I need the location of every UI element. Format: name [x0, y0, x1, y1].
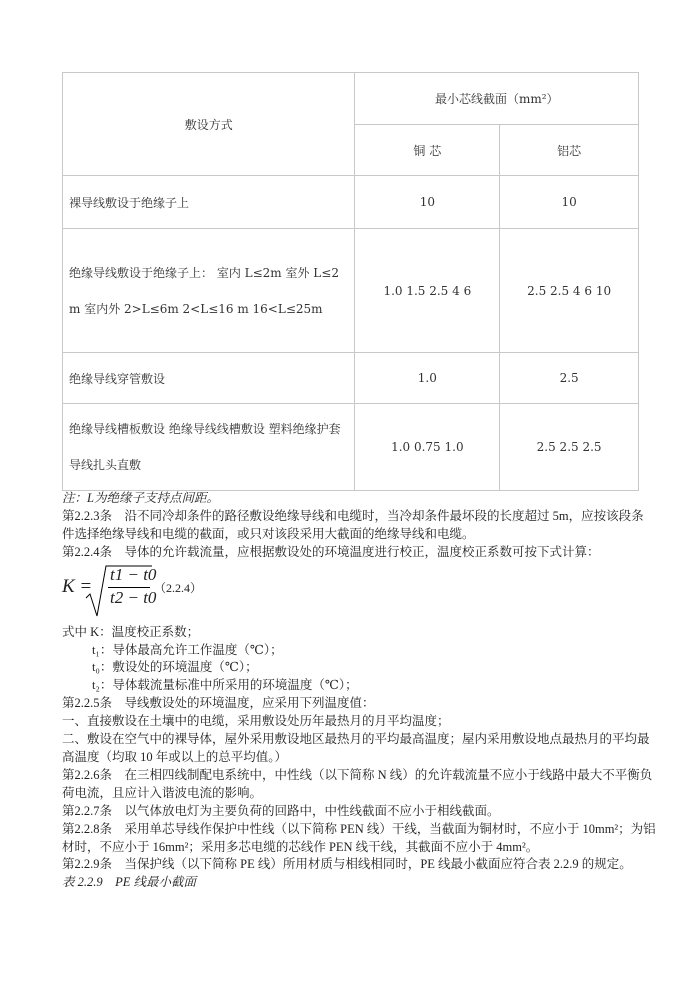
paragraph-line: 式中 K：温度校正系数； — [62, 624, 200, 639]
paragraph-line: t₂：导体载流量标准中所采用的环境温度（℃）； — [92, 678, 358, 693]
paragraph-line: t₁：导体最高允许工作温度（℃）； — [92, 642, 283, 657]
header-aluminum: 铝芯 — [500, 125, 639, 176]
header-method: 敷设方式 — [63, 73, 355, 176]
body-text — [62, 490, 656, 892]
header-copper: 铜 芯 — [355, 125, 500, 176]
paragraph-line: 第2.2.6条 在三相四线制配电系统中，中性线（以下简称 N 线）的允许载流量不应小于线路中最大不平衡负 — [62, 767, 653, 782]
paragraph-line: 第2.2.8条 采用单芯导线作保护中性线（以下简称 PEN 线）干线，当截面为铜材时，不应小于 10mm²；为铝 — [62, 821, 656, 836]
cell-aluminum: 2.5 — [500, 353, 639, 404]
table-row — [63, 353, 639, 404]
paragraph-line: 件选择绝缘导线和电缆的截面，或只对该段采用大截面的绝缘导线和电缆。 — [62, 526, 475, 541]
cell-method: 裸导线敷设于绝缘子上 — [63, 176, 355, 229]
paragraph-line: 材时，不应小于 16mm²；采用多芯电缆的芯线作 PEN 线干线，其截面不应小于 4mm²。 — [62, 839, 539, 854]
min-cross-section-table — [62, 72, 639, 491]
formula-tag: （2.2.4） — [154, 580, 203, 595]
cell-copper: 10 — [355, 176, 500, 229]
paragraph-line: t₀：敷设处的环境温度（℃）； — [92, 660, 258, 675]
formula-lhs: K = — [62, 575, 93, 597]
table-caption: 表 2.2.9 PE 线最小截面 — [62, 875, 197, 890]
paragraph-line: 第2.2.7条 以气体放电灯为主要负荷的回路中，中性线截面不应小于相线截面。 — [62, 803, 500, 818]
paragraph-line: 第2.2.3条 沿不同冷却条件的路径敷设绝缘导线和电缆时，当冷却条件最坏段的长度超过 5m，应按该段条 — [62, 508, 644, 523]
cell-aluminum: 2.5 2.5 4 6 10 — [500, 229, 639, 353]
paragraph-line: 二、敷设在空气中的裸导体，屋外采用敷设地区最热月的平均最高温度；屋内采用敷设地点最热月的平均最 — [62, 732, 650, 747]
formula-numerator: t1 − t0 — [110, 564, 157, 584]
cell-aluminum: 2.5 2.5 2.5 — [500, 404, 639, 491]
table-row — [63, 229, 639, 353]
paragraph-line: 一、直接敷设在土壤中的电缆，采用敷设处历年最热月的月平均温度； — [62, 714, 450, 729]
paragraph-line: 第2.2.9条 当保护线（以下简称 PE 线）所用材质与相线相同时，PE 线最小截面应符合表 2.2.9 的规定。 — [62, 857, 632, 872]
paragraph-line: 荷电流，且应计入谐波电流的影响。 — [62, 785, 263, 800]
cell-copper: 1.0 0.75 1.0 — [355, 404, 500, 491]
header-min-section: 最小芯线截面（mm²） — [355, 73, 639, 125]
paragraph-line: 高温度（均取 10 年或以上的总平均值。） — [62, 749, 288, 764]
cell-copper: 1.0 — [355, 353, 500, 404]
cell-copper: 1.0 1.5 2.5 4 6 — [355, 229, 500, 353]
paragraph-line: 第2.2.4条 导体的允许载流量，应根据敷设处的环境温度进行校正，温度校正系数可按下式计算： — [62, 544, 600, 559]
cell-aluminum: 10 — [500, 176, 639, 229]
cell-method: 绝缘导线槽板敷设 绝缘导线线槽敷设 塑料绝缘护套导线扎头直敷 — [63, 404, 355, 491]
cell-method: 绝缘导线敷设于绝缘子上： 室内 L≤2m 室外 L≤2m 室内外 2>L≤6m 2<L≤16 m 16<L≤25m — [63, 229, 355, 353]
table-row — [63, 404, 639, 491]
formula-denominator: t2 − t0 — [110, 587, 157, 607]
paragraph-line: 第2.2.5条 导线敷设处的环境温度，应采用下列温度值： — [62, 696, 375, 711]
table-row — [63, 176, 639, 229]
table-note: 注：L为绝缘子支持点间距。 — [62, 491, 219, 505]
cell-method: 绝缘导线穿管敷设 — [63, 353, 355, 404]
formula-2-2-4 — [62, 562, 642, 618]
